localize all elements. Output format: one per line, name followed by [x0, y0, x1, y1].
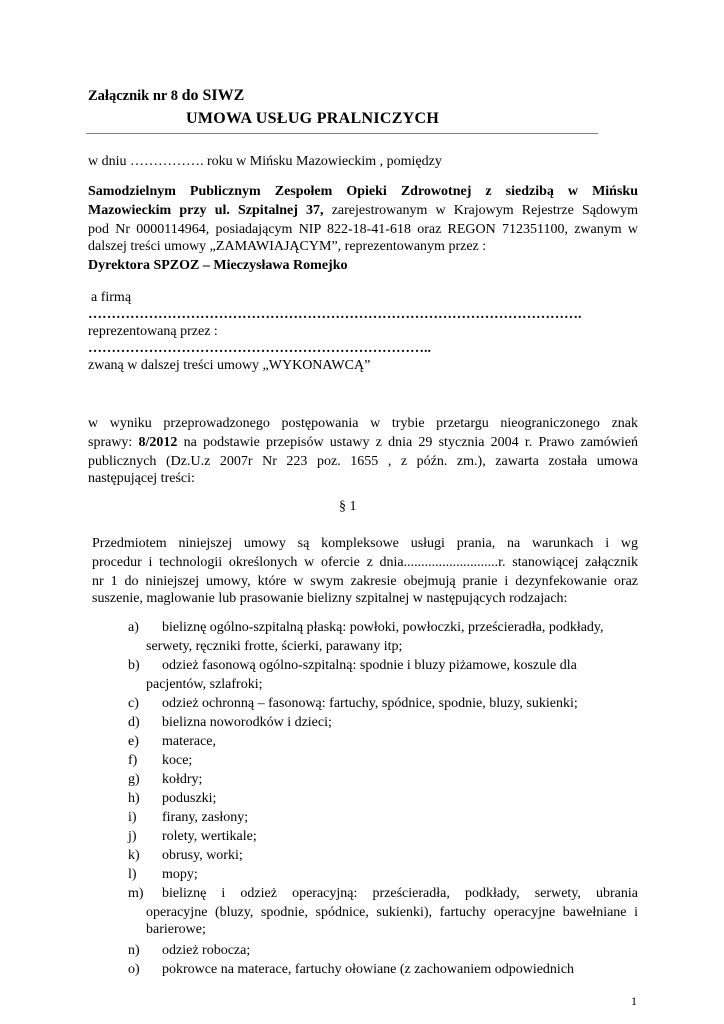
list-item-continuation: serwety, ręczniki frotte, ścierki, parawany itp; — [146, 639, 403, 654]
firm-dots: ……………………………………………………………………………………………. — [88, 307, 582, 322]
list-item-label: c) — [128, 696, 139, 711]
firm-label: a firmą — [91, 290, 132, 305]
page-title: UMOWA USŁUG PRALNICZYCH — [186, 110, 440, 127]
list-item-text: bieliznę ogólno-szpitalną płaską: powłoki, powłoczki, prześcieradła, podkłady, — [162, 620, 604, 635]
list-item-text: materace, — [162, 734, 217, 749]
representative-label: reprezentowaną przez : — [88, 324, 218, 339]
list-item-text: bieliznę i odzież operacyjną: prześcieradła, podkłady, serwety, ubrania — [162, 886, 638, 901]
list-item-text: odzież fasonową ogólno-szpitalną: spodnie i bluzy piżamowe, koszule dla — [162, 658, 577, 673]
list-item-text: firany, zasłony; — [162, 810, 249, 825]
list-item-label: e) — [128, 734, 139, 749]
party1-line-3-rest: pod Nr 0000114964, posiadającym NIP 822-18-41-618 oraz REGON 712351100, zwanym w — [88, 222, 638, 237]
party1-line-1 — [88, 182, 638, 201]
party1-line-1-bold: Samodzielnym Publicznym Zespołem Opieki Zdrowotnej z siedzibą w Mińsku — [88, 184, 638, 199]
procedure-line-2-pre: sprawy: — [88, 435, 139, 450]
list-item-label: f) — [128, 753, 138, 768]
page-number: 1 — [631, 994, 637, 1008]
list-item-label: b) — [128, 658, 140, 673]
party1-line-2-rest: zarejestrowanym w Krajowym Rejestrze Sądowym — [323, 203, 638, 218]
list-item-label: k) — [128, 848, 140, 863]
section-para-line-1: Przedmiotem niniejszej umowy są kompleksowe usługi prania, na warunkach i wg — [92, 536, 638, 551]
procedure-line-1: w wyniku przeprowadzonego postępowania w trybie przetargu nieograniczonego znak — [88, 416, 638, 431]
list-item-text: rolety, wertikale; — [162, 829, 257, 844]
representative-dots: ……………………………………………………………….. — [88, 341, 431, 356]
annex-label — [88, 87, 244, 105]
director-line: Dyrektora SPZOZ – Mieczysława Romejko — [88, 258, 348, 273]
list-item-label: h) — [128, 791, 140, 806]
list-item-label: o) — [128, 962, 140, 977]
party1-line-3 — [88, 220, 638, 239]
list-item-label: n) — [128, 943, 140, 958]
list-item-text: poduszki; — [162, 791, 217, 806]
party1-line-2-bold: Mazowieckim przy ul. Szpitalnej 37, — [88, 203, 324, 218]
case-number: 8/2012 — [138, 435, 178, 450]
list-item-text: pokrowce na materace, fartuchy ołowiane (z zachowaniem odpowiednich — [162, 962, 575, 977]
annex-number: Załącznik nr 8 — [88, 88, 178, 104]
list-item-label: i) — [128, 810, 137, 825]
procedure-line-2 — [88, 433, 638, 452]
date-line: w dniu ……………. roku w Mińsku Mazowieckim , pomiędzy — [88, 154, 442, 169]
list-item-text: obrusy, worki; — [162, 848, 243, 863]
procedure-line-3: publicznych (Dz.U.z 2007r Nr 223 poz. 1655 , z późn. zm.), zawarta została umowa — [88, 454, 638, 469]
list-item-text: mopy; — [162, 867, 198, 882]
list-item-label: a) — [128, 620, 139, 635]
section-heading: § 1 — [339, 499, 357, 514]
procedure-line-2-rest: na podstawie przepisów ustawy z dnia 29 stycznia 2004 r. Prawo zamówień — [177, 435, 639, 450]
list-item-text: odzież robocza; — [162, 943, 251, 958]
list-item-label: l) — [128, 867, 137, 882]
list-item-label: d) — [128, 715, 140, 730]
section-para-line-2: procedur i technologii określonych w ofercie z dnia...........................r. stanowiącej załącznik — [92, 555, 638, 570]
list-item-continuation: pacjentów, szlafroki; — [146, 677, 263, 692]
list-item-text: kołdry; — [162, 772, 203, 787]
list-item-label: j) — [128, 829, 137, 844]
section-para-line-3: nr 1 do niniejszej umowy, które w swym zakresie obejmują pranie i dezynfekowanie oraz — [92, 574, 638, 589]
section-para-line-4: suszenie, maglowanie lub prasowanie bielizny szpitalnej w następujących rodzajach: — [92, 591, 568, 606]
list-item-continuation: operacyjne (bluzy, spodnie, spódnice, sukienki), fartuchy operacyjne bawełniane i — [146, 905, 638, 920]
party1-line-4: dalszej treści umowy „ZAMAWIAJĄCYM”, reprezentowanym przez : — [88, 239, 487, 254]
list-item-text: odzież ochronną – fasonową: fartuchy, spódnice, spodnie, bluzy, sukienki; — [162, 696, 578, 711]
list-item-continuation: barierowe; — [146, 922, 206, 937]
list-item-label: g) — [128, 772, 140, 787]
list-item-text: koce; — [162, 753, 193, 768]
header-divider — [86, 133, 598, 134]
contractor-line: zwaną w dalszej treści umowy „WYKONAWCĄ” — [88, 358, 371, 373]
party1-line-2 — [88, 201, 638, 220]
list-item-label: m) — [128, 886, 144, 901]
procedure-line-4: następującej treści: — [88, 471, 195, 486]
annex-siwz: do SIWZ — [181, 87, 245, 104]
list-item-text: bielizna noworodków i dzieci; — [162, 715, 332, 730]
